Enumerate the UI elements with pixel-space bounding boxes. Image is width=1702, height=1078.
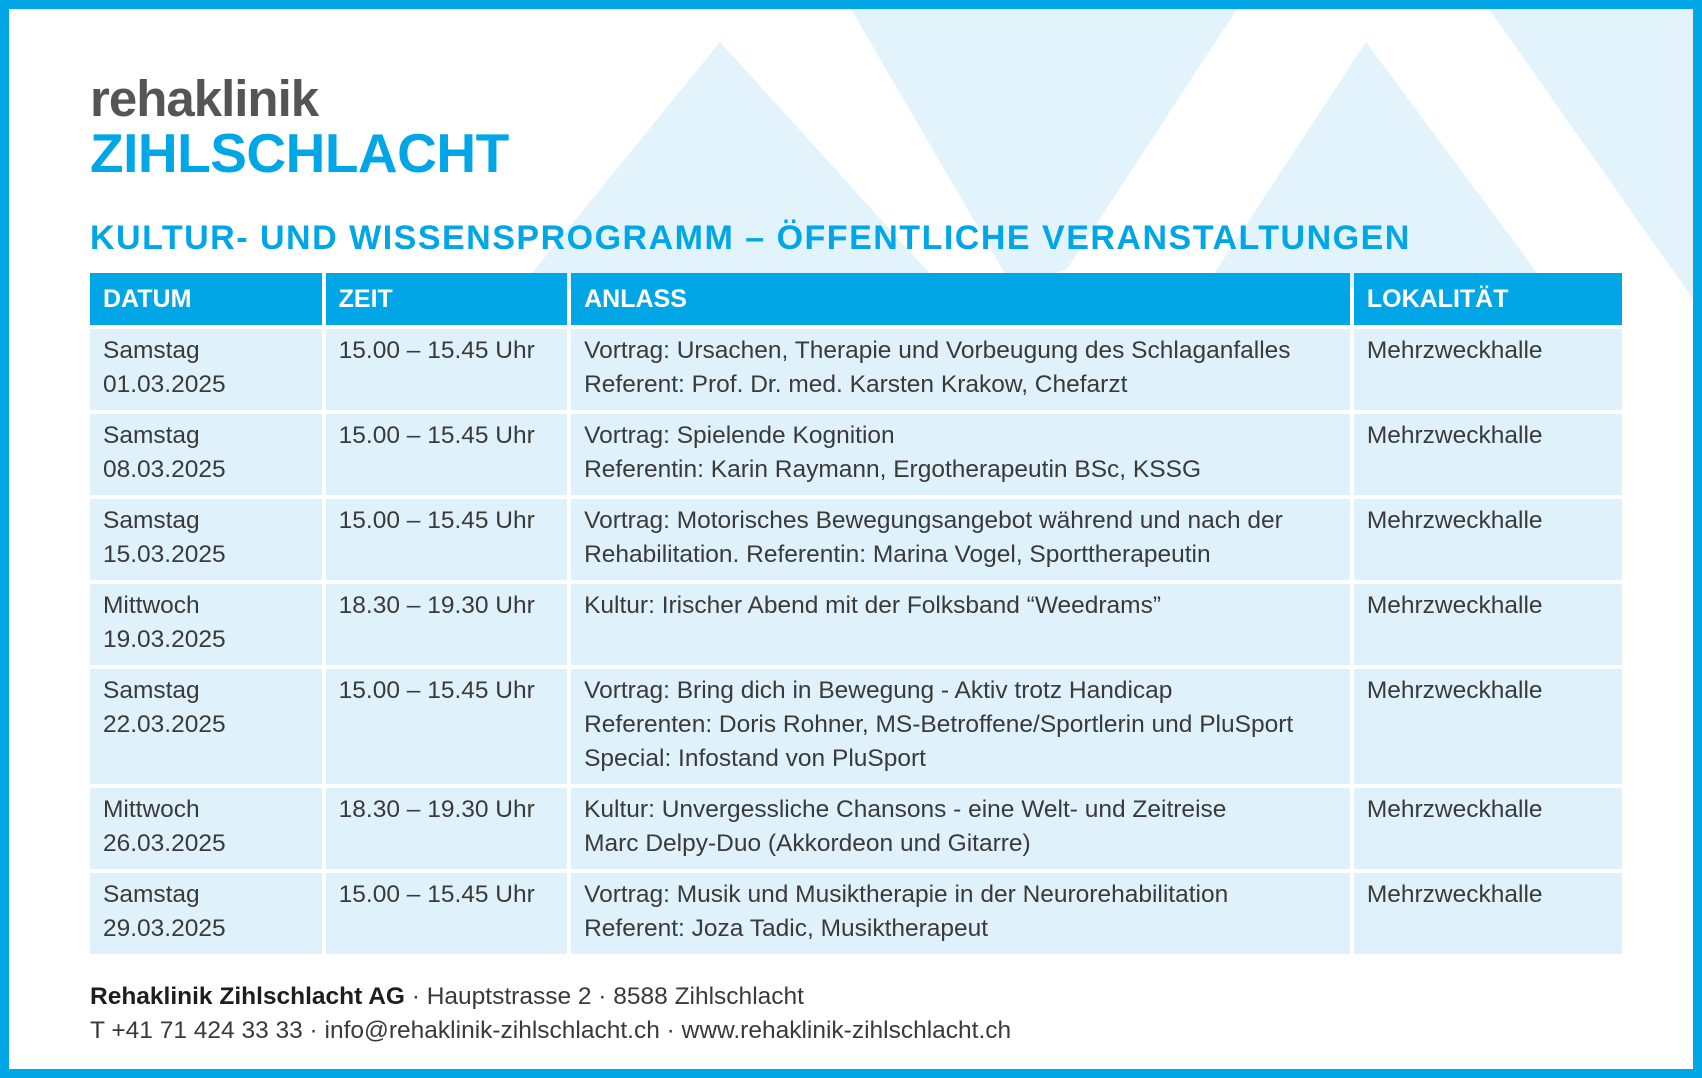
date-cell (90, 499, 322, 580)
events-table (86, 269, 1626, 958)
event-speaker: Rehabilitation. Referentin: Marina Vogel, Sporttherapeutin (584, 541, 1211, 568)
event-cell (571, 669, 1350, 784)
location-cell: Mehrzweckhalle (1354, 873, 1622, 954)
header-anlass: ANLASS (571, 273, 1350, 325)
weekday: Mittwoch (103, 796, 200, 823)
date: 19.03.2025 (103, 626, 226, 653)
company-name: Rehaklinik Zihlschlacht AG (90, 983, 405, 1010)
date-cell (90, 669, 322, 784)
weekday: Samstag (103, 422, 200, 449)
date: 22.03.2025 (103, 711, 226, 738)
event-speaker: Referent: Prof. Dr. med. Karsten Krakow, Chefarzt (584, 371, 1128, 398)
time-cell: 18.30 – 19.30 Uhr (326, 584, 567, 665)
location-cell: Mehrzweckhalle (1354, 499, 1622, 580)
event-cell (571, 414, 1350, 495)
event-title: Vortrag: Musik und Musiktherapie in der Neurorehabilitation (584, 881, 1229, 908)
event-title: Vortrag: Spielende Kognition (584, 422, 895, 449)
footer-address-line (90, 980, 1011, 1014)
date: 08.03.2025 (103, 456, 226, 483)
event-speaker: Referent: Joza Tadic, Musiktherapeut (584, 915, 989, 942)
table-header-row (90, 273, 1622, 325)
event-cell (571, 499, 1350, 580)
event-title: Vortrag: Motorisches Bewegungsangebot während und nach der (584, 507, 1283, 534)
date-cell (90, 414, 322, 495)
event-cell (571, 584, 1350, 665)
location-cell: Mehrzweckhalle (1354, 669, 1622, 784)
event-cell (571, 329, 1350, 410)
header-datum: DATUM (90, 273, 322, 325)
table-row (90, 873, 1622, 954)
time-cell: 15.00 – 15.45 Uhr (326, 873, 567, 954)
footer-contact-line: T +41 71 424 33 33 · info@rehaklinik-zihlschlacht.ch · www.rehaklinik-zihlschlacht.ch (90, 1017, 1012, 1044)
time-cell: 15.00 – 15.45 Uhr (326, 414, 567, 495)
logo-wordmark-top: rehaklinik (90, 70, 319, 127)
event-title: Vortrag: Ursachen, Therapie und Vorbeugung des Schlaganfalles (584, 337, 1291, 364)
event-cell (571, 788, 1350, 869)
time-cell: 15.00 – 15.45 Uhr (326, 669, 567, 784)
time-cell: 15.00 – 15.45 Uhr (326, 499, 567, 580)
weekday: Samstag (103, 881, 200, 908)
location-cell: Mehrzweckhalle (1354, 788, 1622, 869)
date-cell (90, 329, 322, 410)
event-cell (571, 873, 1350, 954)
date: 29.03.2025 (103, 915, 226, 942)
weekday: Samstag (103, 337, 200, 364)
time-cell: 18.30 – 19.30 Uhr (326, 788, 567, 869)
page-title: KULTUR- UND WISSENSPROGRAMM – ÖFFENTLICHE VERANSTALTUNGEN (90, 219, 1411, 257)
table-row (90, 414, 1622, 495)
location-cell: Mehrzweckhalle (1354, 584, 1622, 665)
table-row (90, 499, 1622, 580)
event-speaker: Referenten: Doris Rohner, MS-Betroffene/Sportlerin und PluSport (584, 711, 1294, 738)
weekday: Samstag (103, 507, 200, 534)
company-address: · Hauptstrasse 2 · 8588 Zihlschlacht (404, 983, 804, 1010)
table-row (90, 788, 1622, 869)
event-special: Special: Infostand von PluSport (584, 745, 926, 772)
date: 26.03.2025 (103, 830, 226, 857)
weekday: Mittwoch (103, 592, 200, 619)
header-zeit: ZEIT (326, 273, 567, 325)
table-row (90, 669, 1622, 784)
event-title: Kultur: Irischer Abend mit der Folksband “Weedrams” (584, 592, 1161, 619)
footer (90, 980, 1011, 1048)
event-speaker: Marc Delpy-Duo (Akkordeon und Gitarre) (584, 830, 1031, 857)
event-title: Vortrag: Bring dich in Bewegung - Aktiv trotz Handicap (584, 677, 1173, 704)
date: 01.03.2025 (103, 371, 226, 398)
event-title: Kultur: Unvergessliche Chansons - eine Welt- und Zeitreise (584, 796, 1227, 823)
logo-wordmark-bottom: ZIHLSCHLACHT (90, 122, 509, 184)
date: 15.03.2025 (103, 541, 226, 568)
location-cell: Mehrzweckhalle (1354, 414, 1622, 495)
table-row (90, 584, 1622, 665)
brand-logo (90, 70, 509, 184)
table-row (90, 329, 1622, 410)
date-cell (90, 584, 322, 665)
location-cell: Mehrzweckhalle (1354, 329, 1622, 410)
event-speaker: Referentin: Karin Raymann, Ergotherapeutin BSc, KSSG (584, 456, 1201, 483)
date-cell (90, 788, 322, 869)
weekday: Samstag (103, 677, 200, 704)
header-lokalitaet: LOKALITÄT (1354, 273, 1622, 325)
date-cell (90, 873, 322, 954)
time-cell: 15.00 – 15.45 Uhr (326, 329, 567, 410)
